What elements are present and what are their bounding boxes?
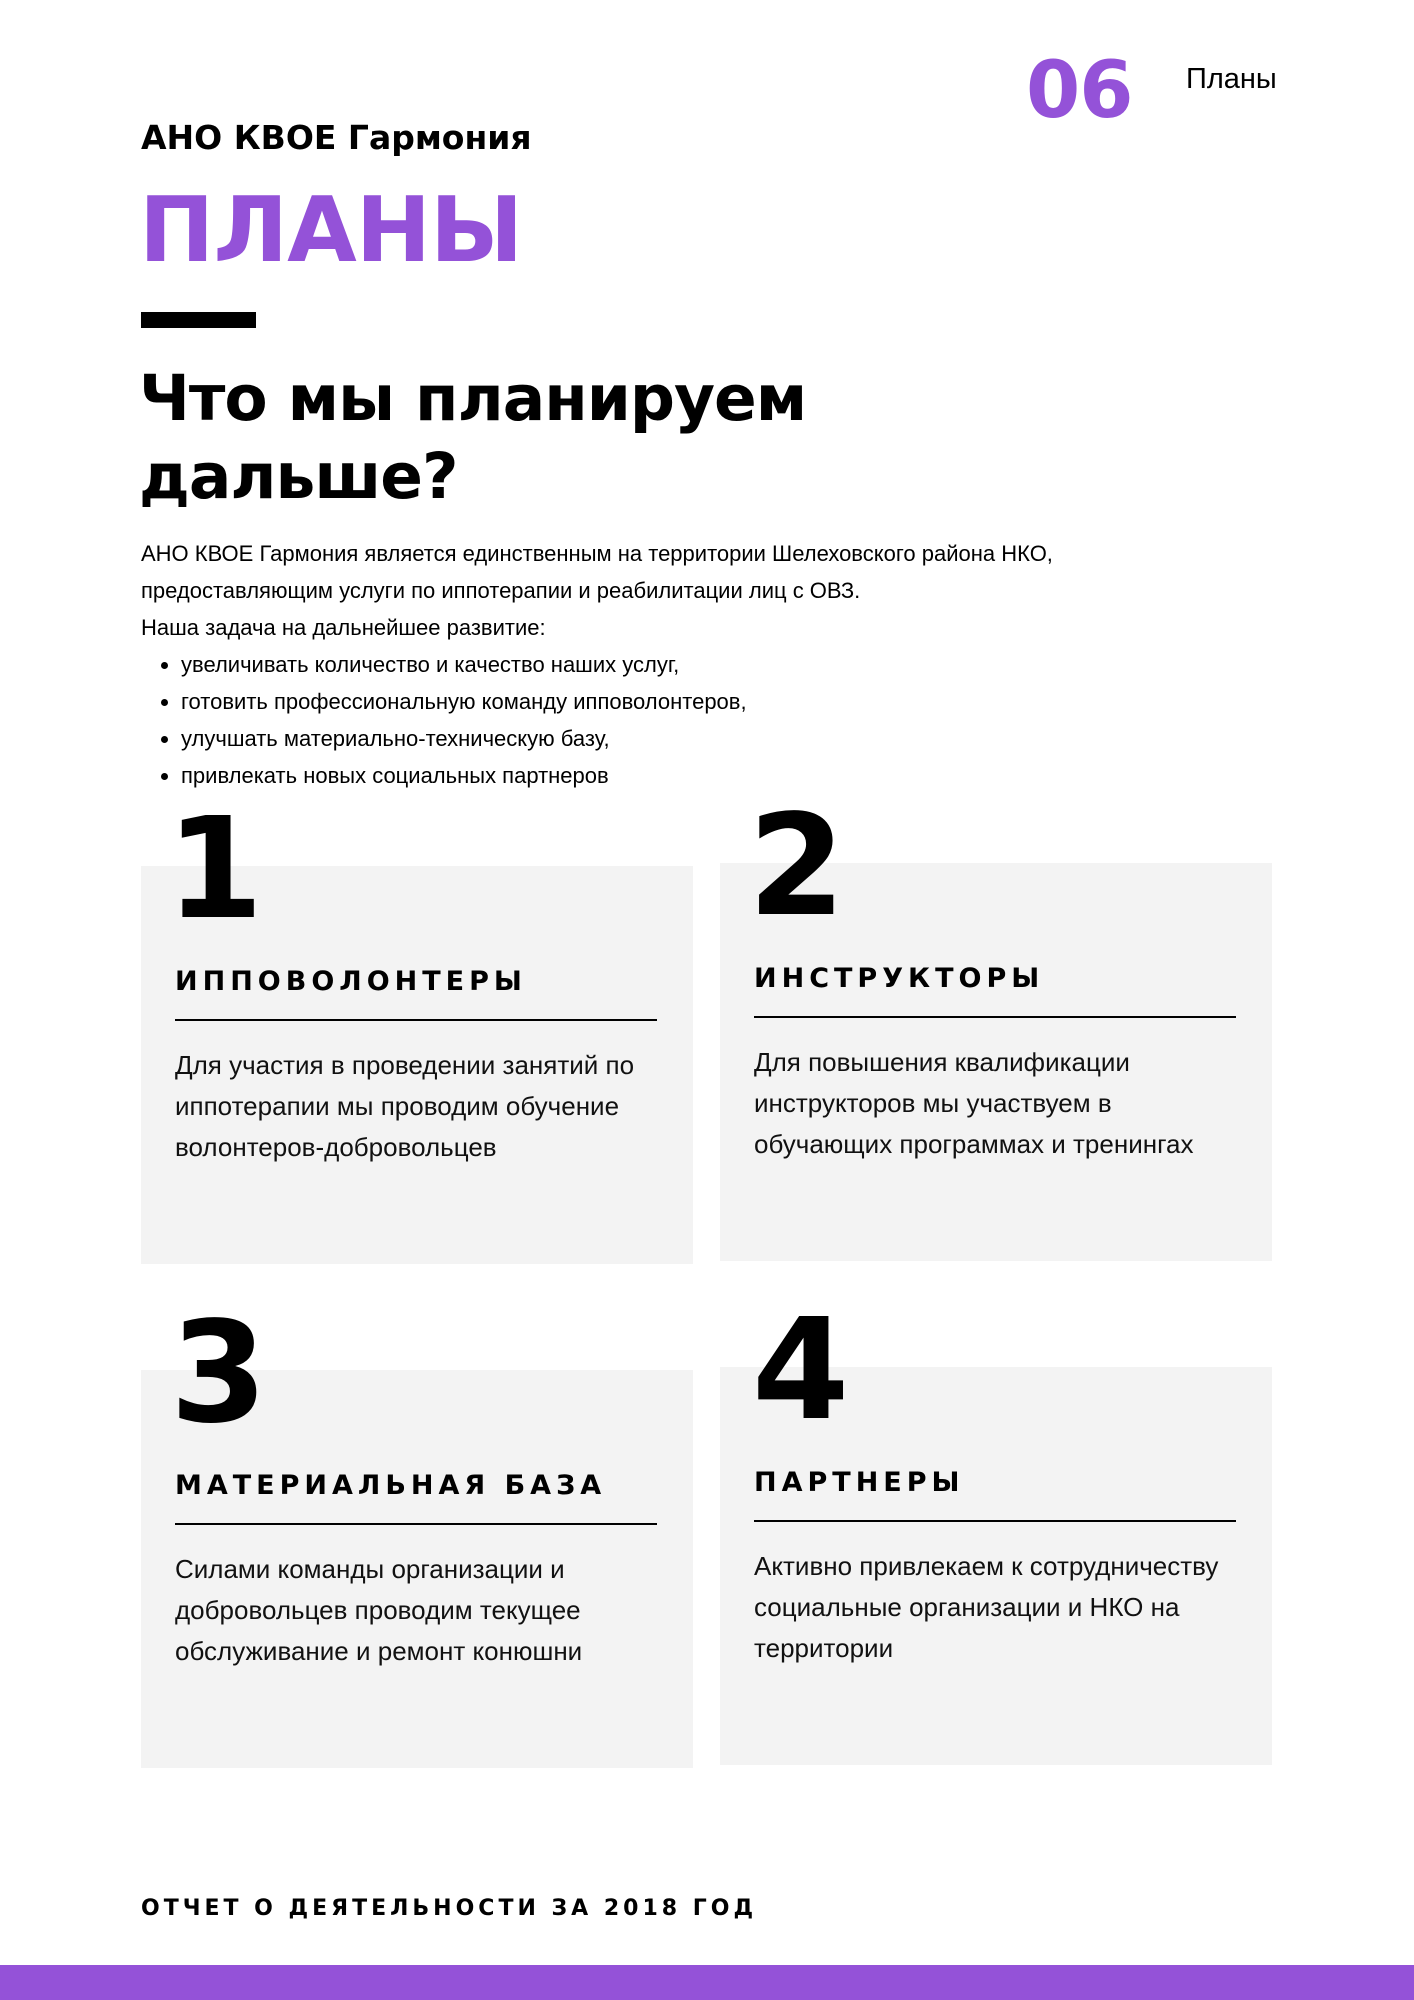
plan-card-divider	[754, 1016, 1236, 1018]
plan-card-number: 3	[170, 1292, 268, 1455]
page-subtitle: Что мы планируем дальше?	[139, 362, 807, 513]
title-divider	[141, 312, 256, 328]
task-item: • привлекать новых социальных партнеров	[181, 757, 1261, 794]
tasks-list	[141, 646, 1261, 794]
intro-line: предоставляющим услуги по иппотерапии и реабилитации лиц с ОВЗ.	[141, 578, 861, 603]
plan-card-divider	[175, 1019, 657, 1021]
plan-card-title: ПАРТНЕРЫ	[754, 1467, 965, 1498]
plan-card-divider	[754, 1520, 1236, 1522]
plan-card-text: Активно привлекаем к сотрудничеству социальные организации и НКО на территории	[754, 1551, 1219, 1663]
plan-card-number: 1	[166, 788, 264, 951]
plan-card-text: Для повышения квалификации инструкторов мы участвуем в обучающих программах и тренингах	[754, 1047, 1194, 1159]
page-number: 06	[1026, 46, 1133, 136]
page-title: ПЛАНЫ	[139, 178, 523, 283]
section-label: Планы	[1186, 63, 1277, 95]
plan-card-text: Для участия в проведении занятий по иппотерапии мы проводим обучение волонтеров-добровольцев	[175, 1050, 635, 1162]
plan-card-number: 2	[748, 785, 846, 948]
plan-card-divider	[175, 1523, 657, 1525]
plan-card-title: ИППОВОЛОНТЕРЫ	[175, 966, 527, 997]
plan-card-number: 4	[752, 1289, 850, 1452]
task-item: • увеличивать количество и качество наших услуг,	[181, 646, 1261, 683]
task-item: • готовить профессиональную команду ипповолонтеров,	[181, 683, 1261, 720]
plan-card-title: МАТЕРИАЛЬНАЯ БАЗА	[175, 1470, 607, 1501]
organization-name: АНО КВОЕ Гармония	[141, 118, 532, 157]
plan-card-text: Силами команды организации и добровольцев проводим текущее обслуживание и ремонт конюшни	[175, 1554, 583, 1666]
task-item: • улучшать материально-техническую базу,	[181, 720, 1261, 757]
tasks-lead: Наша задача на дальнейшее развитие:	[141, 615, 546, 640]
footer-text: ОТЧЕТ О ДЕЯТЕЛЬНОСТИ ЗА 2018 ГОД	[141, 1896, 758, 1921]
footer-bar	[0, 1965, 1414, 2000]
intro-text	[141, 535, 1261, 794]
intro-line: АНО КВОЕ Гармония является единственным на территории Шелеховского района НКО,	[141, 541, 1053, 566]
plan-card-title: ИНСТРУКТОРЫ	[754, 963, 1045, 994]
